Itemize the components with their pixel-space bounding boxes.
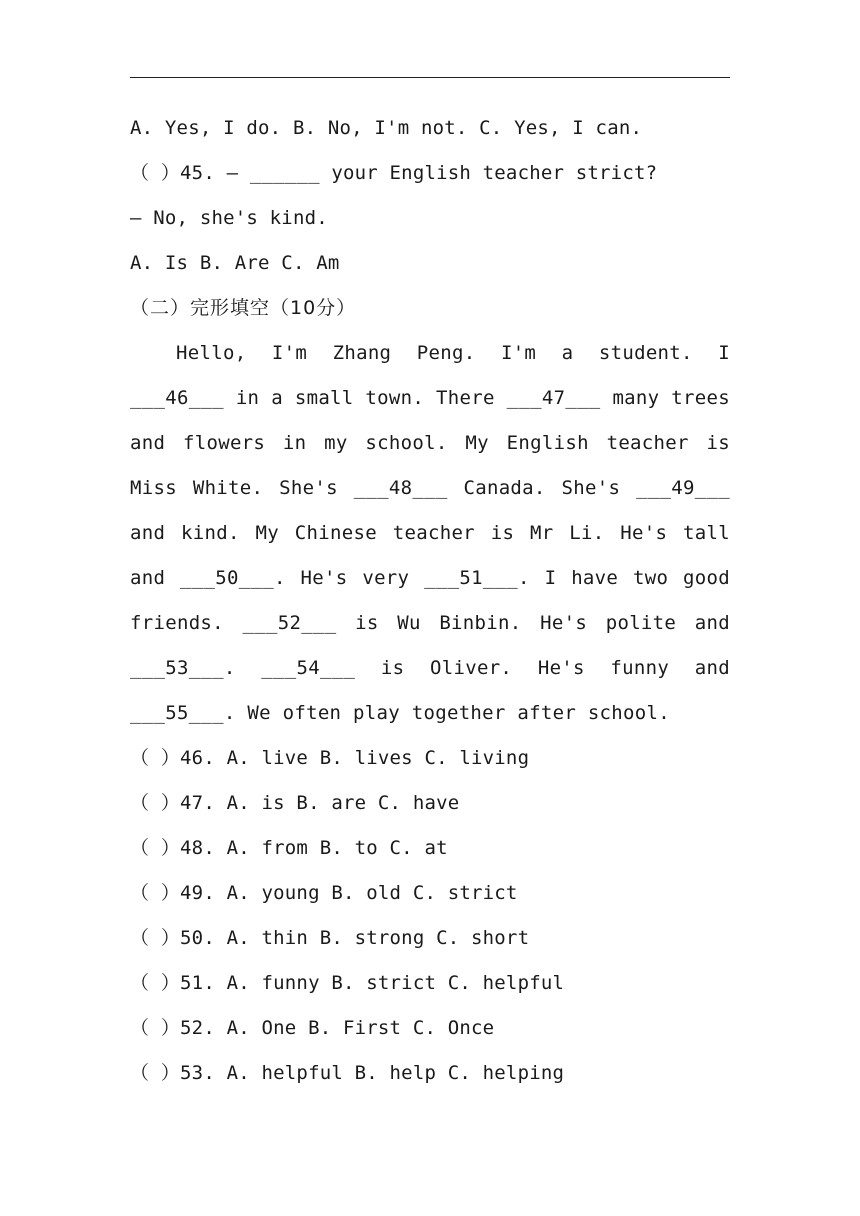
question-45-reply: — No, she's kind. (130, 207, 328, 229)
question-46: （ ）46. A. live B. lives C. living (130, 747, 530, 769)
question-52: （ ）52. A. One B. First C. Once (130, 1017, 495, 1039)
question-51: （ ）51. A. funny B. strict C. helpful (130, 972, 565, 994)
question-45-stem: （ ）45. — ______ your English teacher strict? (130, 162, 658, 184)
page-content (130, 110, 730, 1100)
question-53: （ ）53. A. helpful B. help C. helping (130, 1062, 565, 1084)
question-48: （ ）48. A. from B. to C. at (130, 837, 448, 859)
question-49: （ ）49. A. young B. old C. strict (130, 882, 518, 904)
question-50: （ ）50. A. thin B. strong C. short (130, 927, 530, 949)
question-47: （ ）47. A. is B. are C. have (130, 792, 460, 814)
header-rule (130, 77, 730, 78)
question-45-options: A. Is B. Are C. Am (130, 252, 340, 274)
cloze-section-title: （二）完形填空（10分） (130, 297, 357, 319)
cloze-passage: Hello, I'm Zhang Peng. I'm a student. I ___46___ in a small town. There ___47___ many trees and flowers in my school. My English teacher is Miss White. She's ___48___ Canada. She's ___49___ and kind. My Chinese teacher is Mr Li. He's tall and ___50___. He's very ___51___. I have two good friends. ___52___ is Wu Binbin. He's polite and ___53___. ___54___ is Oliver. He's funny and ___55___. We often play together after school. (130, 342, 730, 724)
prev-question-options: A. Yes, I do. B. No, I'm not. C. Yes, I can. (130, 117, 643, 139)
